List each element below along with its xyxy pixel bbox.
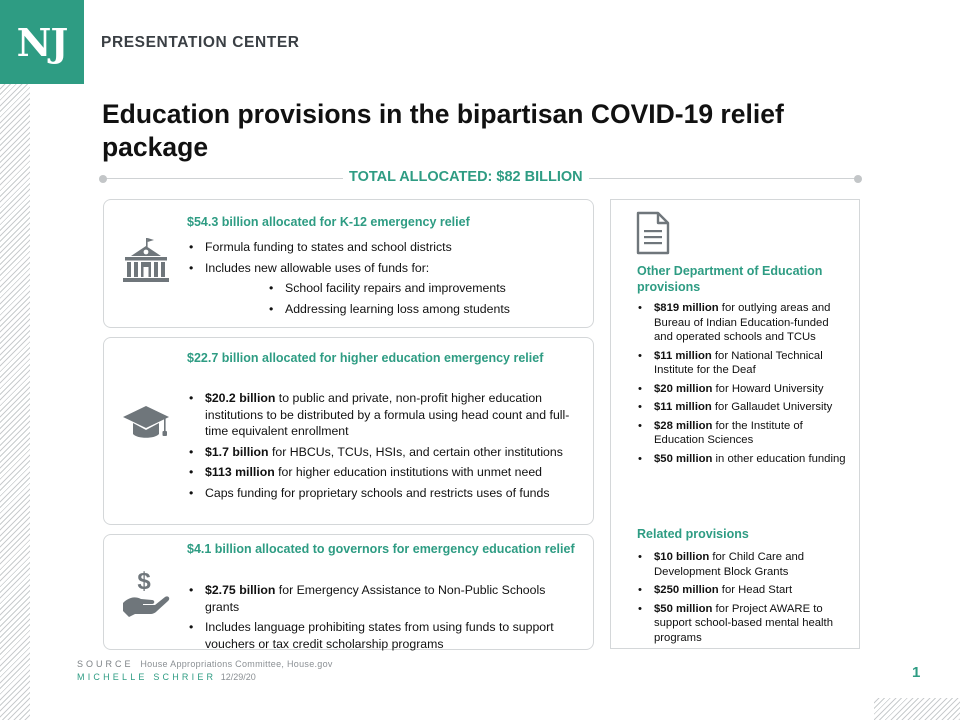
amount-label: $250 million — [654, 584, 719, 596]
item-text: for National Technical Institute for the Deaf — [654, 349, 823, 376]
item-text: to public and private, non-profit higher education institutions to be distributed by a formula using head count and full-time equivalent enrollment — [205, 391, 570, 438]
list-item: • School facility repairs and improvements — [187, 280, 582, 297]
amount-label: $50 million — [654, 452, 713, 465]
list-item — [637, 400, 847, 415]
list-item: • Includes new allowable uses of funds for: — [187, 260, 582, 277]
list-item — [637, 583, 847, 598]
list-item — [637, 452, 847, 467]
governors-heading: $4.1 billion allocated to governors for emergency education relief — [187, 542, 575, 556]
total-allocated-label: TOTAL ALLOCATED: $82 BILLION — [343, 169, 589, 185]
source-label: SOURCE — [77, 659, 134, 669]
amount-label: $11 million — [654, 401, 712, 413]
other-provisions-heading: Other Department of Education provisions — [637, 264, 823, 294]
credit-date: 12/29/20 — [220, 672, 256, 682]
item-text: for Head Start — [718, 584, 793, 596]
list-item — [637, 550, 847, 579]
k12-bullet-list — [187, 239, 582, 321]
source-line — [77, 659, 333, 669]
list-item — [637, 602, 847, 646]
amount-label: $2.75 billion — [205, 583, 276, 597]
item-text: for higher education institutions with unmet need — [274, 465, 542, 479]
list-item — [637, 419, 847, 448]
divider-dot-right — [854, 175, 862, 183]
k12-relief-card — [103, 199, 594, 328]
svg-text:$: $ — [137, 568, 151, 595]
other-provisions-panel — [610, 199, 860, 649]
amount-label: $20 million — [654, 382, 713, 395]
list-item — [187, 464, 579, 481]
list-item — [637, 382, 847, 397]
item-text: for Gallaudet University — [711, 401, 833, 413]
list-item — [187, 444, 579, 461]
amount-label: $11 million — [654, 349, 712, 362]
page-number: 1 — [912, 664, 921, 681]
school-building-icon — [121, 236, 171, 286]
list-item: • Formula funding to states and school districts — [187, 239, 582, 256]
item-text: for HBCUs, TCUs, HSIs, and certain other institutions — [268, 444, 563, 459]
list-item — [187, 582, 582, 615]
brand-name: PRESENTATION CENTER — [101, 34, 300, 51]
decorative-hatch-left — [0, 84, 30, 720]
other-provisions-list — [637, 301, 847, 470]
page-title: Education provisions in the bipartisan COVID-19 relief package — [102, 99, 784, 162]
k12-heading: $54.3 billion allocated for K-12 emergency relief — [187, 215, 470, 229]
governors-bullet-list — [187, 582, 582, 656]
amount-label: $20.2 billion — [205, 391, 276, 405]
higher-ed-relief-card — [103, 337, 594, 525]
amount-label: $10 billion — [654, 551, 710, 563]
item-text: for Emergency Assistance to Non-Public Schools grants — [205, 583, 546, 614]
related-provisions-list — [637, 550, 847, 649]
amount-label: $50 million — [654, 602, 713, 615]
list-item: • Caps funding for proprietary schools and restricts uses of funds — [187, 485, 579, 502]
item-text: for Child Care and Development Block Grants — [654, 551, 805, 578]
amount-label: $1.7 billion — [205, 444, 269, 459]
divider-dot-left — [99, 175, 107, 183]
source-text: House Appropriations Committee, House.gov — [140, 659, 333, 669]
author-name: MICHELLE SCHRIER — [77, 672, 217, 682]
item-text: for outlying areas and Bureau of Indian Education-funded and operated schools and TCUs — [654, 302, 831, 343]
item-text: in other education funding — [712, 452, 846, 465]
higher-ed-heading: $22.7 billion allocated for higher education emergency relief — [187, 351, 544, 365]
credit-line — [77, 672, 256, 682]
graduation-cap-icon — [121, 402, 171, 446]
document-icon — [636, 211, 670, 255]
list-item: • Includes language prohibiting states from using funds to support vouchers or tax credit scholarship programs — [187, 619, 582, 652]
list-item — [637, 301, 847, 345]
decorative-hatch-bottom — [874, 698, 960, 720]
hand-dollar-icon — [121, 567, 173, 619]
amount-label: $28 million — [654, 419, 713, 432]
higher-ed-bullet-list — [187, 390, 579, 505]
governors-relief-card — [103, 534, 594, 650]
list-item — [637, 349, 847, 378]
amount-label: $819 million — [654, 302, 719, 314]
list-item — [187, 390, 579, 440]
item-text: for Project AWARE to support school-based mental health programs — [654, 602, 833, 644]
item-text: for Howard University — [712, 382, 824, 395]
list-item: • Addressing learning loss among students — [187, 301, 582, 318]
item-text: for the Institute of Education Sciences — [654, 419, 803, 446]
amount-label: $113 million — [205, 465, 275, 479]
related-provisions-heading: Related provisions — [637, 527, 749, 541]
nj-logo: NJ — [0, 0, 84, 84]
